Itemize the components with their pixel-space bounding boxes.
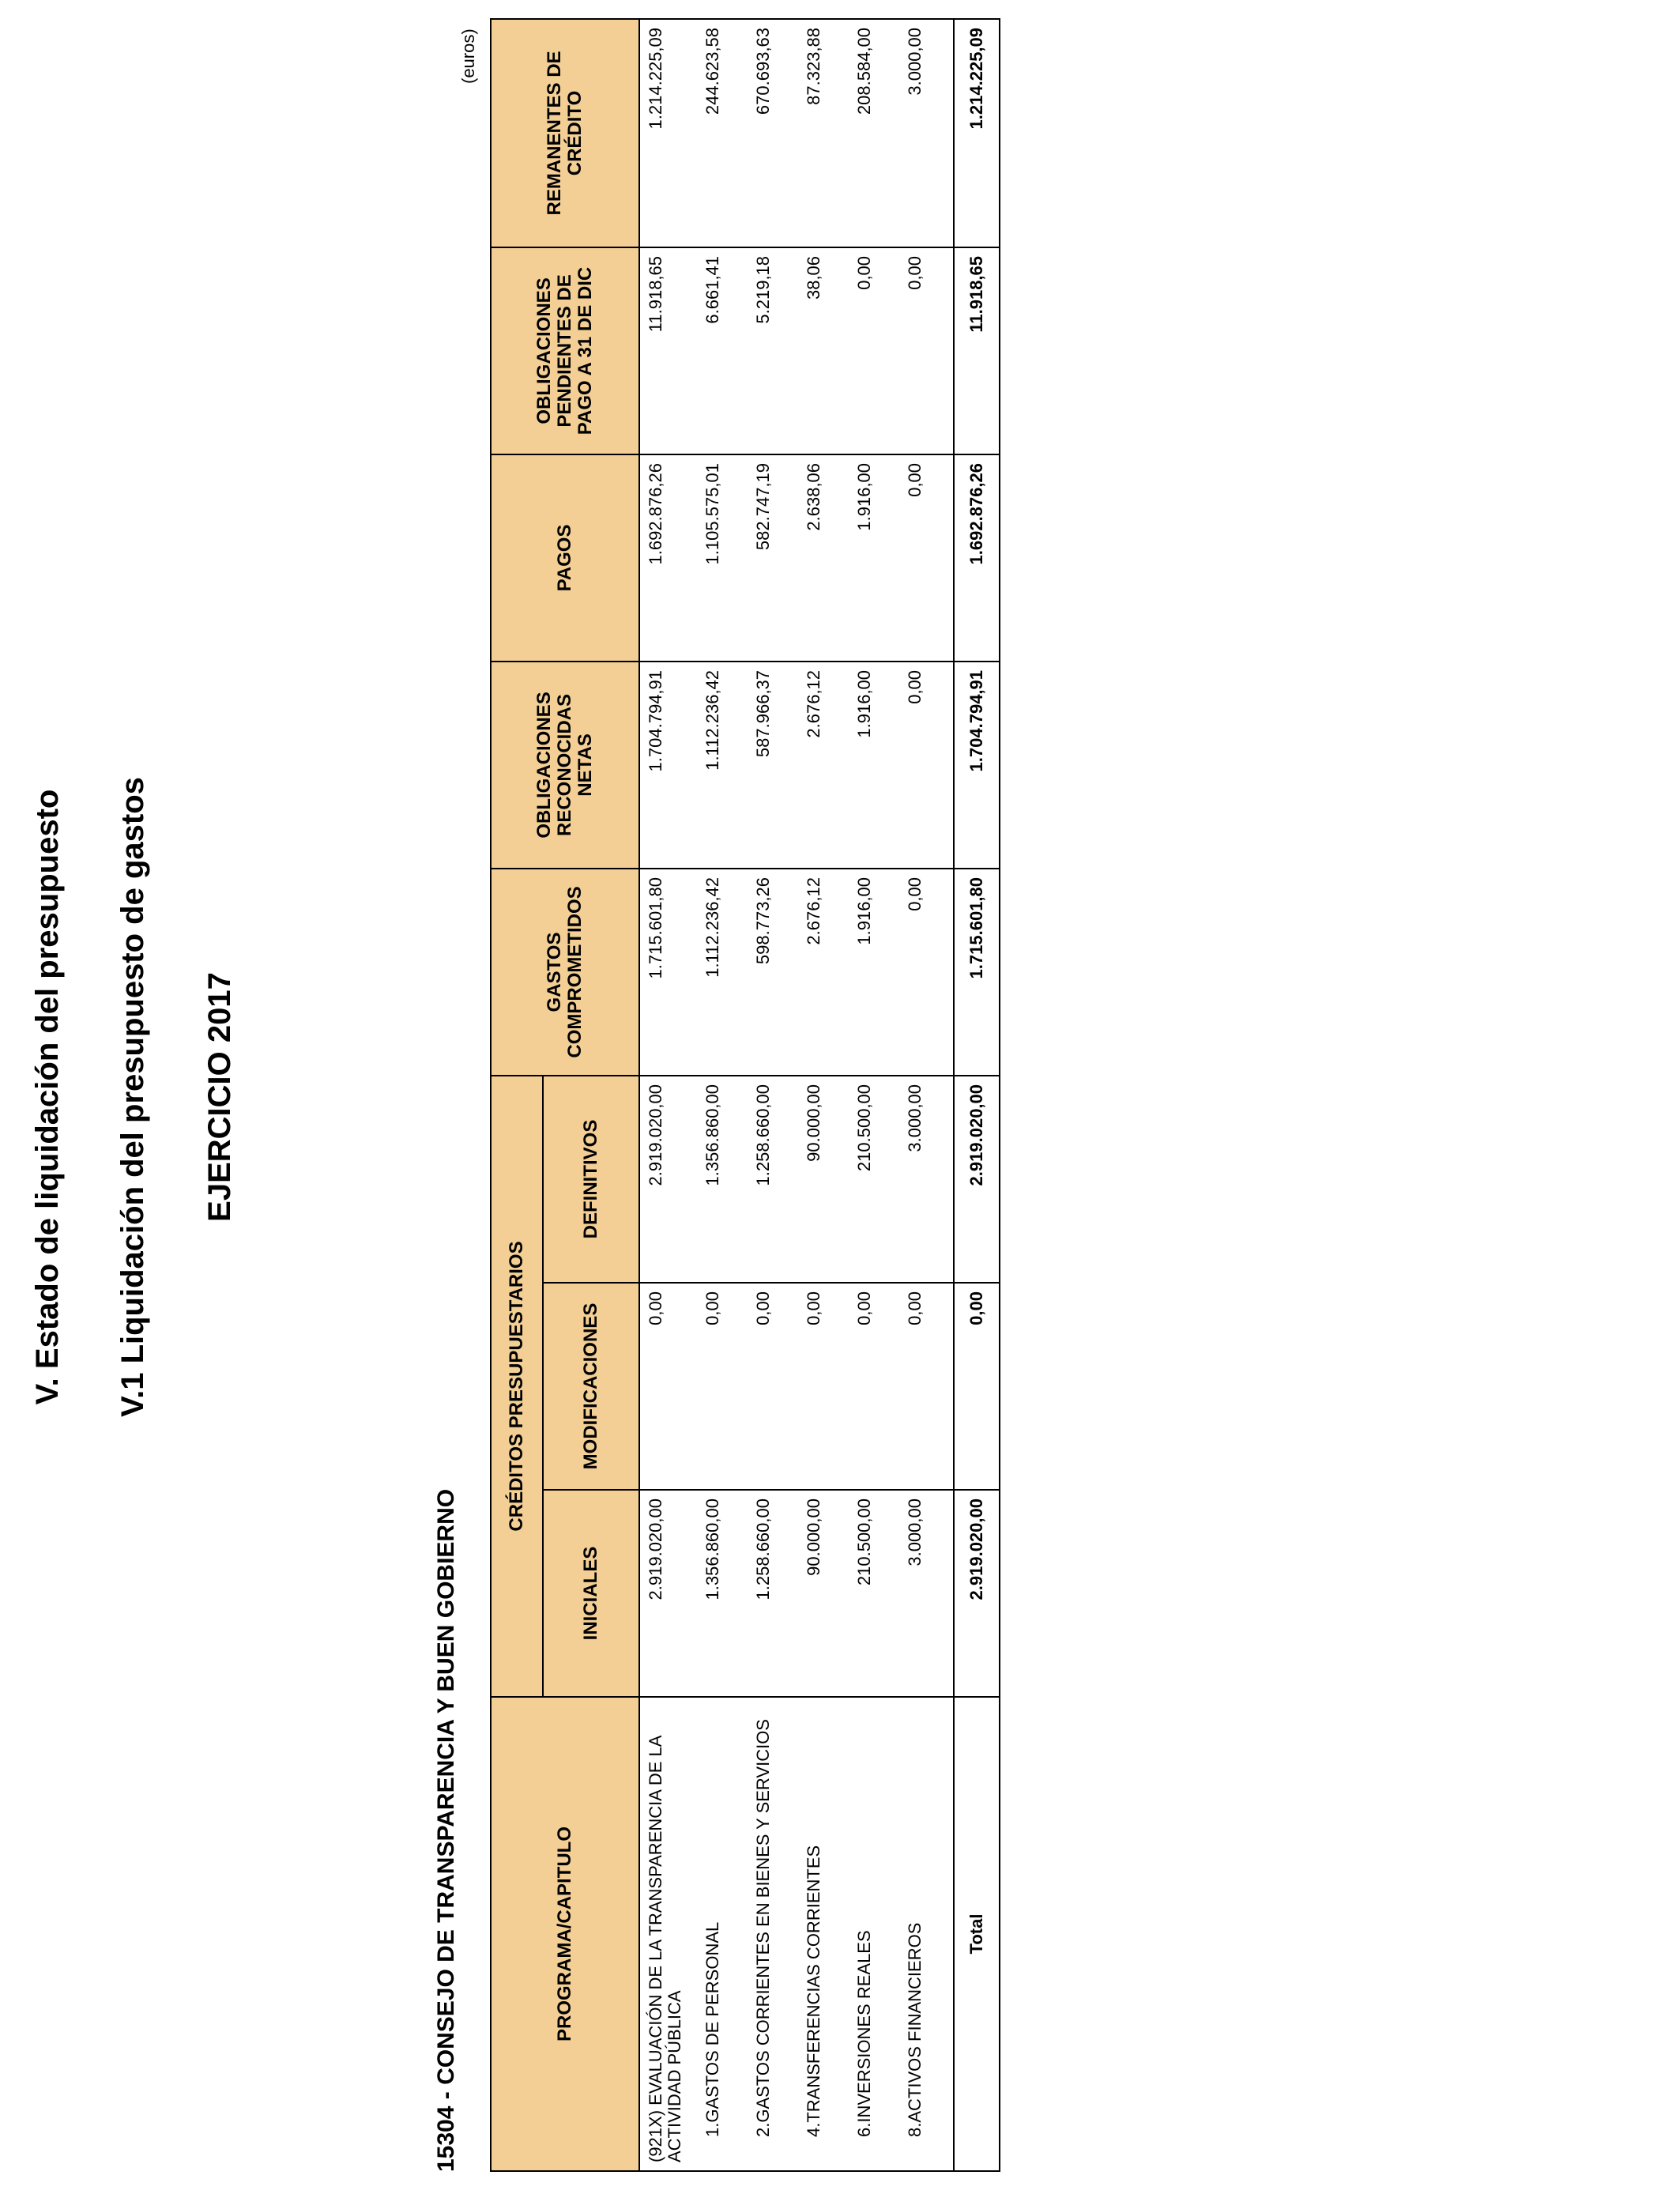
- cell-pendientes: 11.918,65: [639, 247, 697, 454]
- main-title: V. Estado de liquidación del presupuesto: [30, 789, 65, 1405]
- cell-pagos: 0,00: [899, 454, 954, 662]
- table-row: [849, 19, 899, 2171]
- row-label: 1.GASTOS DE PERSONAL: [697, 1697, 748, 2171]
- cell-obligaciones: 587.966,37: [748, 662, 798, 869]
- cell-iniciales: 1.356.860,00: [697, 1490, 748, 1697]
- cell-pendientes: 0,00: [899, 247, 954, 454]
- cell-definitivos: 90.000,00: [798, 1076, 849, 1283]
- entity-heading: 15304 - CONSEJO DE TRANSPARENCIA Y BUEN GOBIERNO: [433, 1488, 459, 2172]
- cell-modificaciones: 0,00: [697, 1283, 748, 1490]
- cell-pendientes: 0,00: [849, 247, 899, 454]
- table-row: [748, 19, 798, 2171]
- cell-modificaciones: 0,00: [899, 1283, 954, 1490]
- cell-remanentes: 1.214.225,09: [639, 19, 697, 247]
- cell-definitivos: 3.000,00: [899, 1076, 954, 1283]
- cell-gastos: 2.676,12: [798, 869, 849, 1076]
- cell-definitivos: 1.258.660,00: [748, 1076, 798, 1283]
- cell-pendientes: 38,06: [798, 247, 849, 454]
- cell-pendientes: 6.661,41: [697, 247, 748, 454]
- cell-obligaciones: 1.112.236,42: [697, 662, 748, 869]
- cell-modificaciones: 0,00: [849, 1283, 899, 1490]
- fiscal-year: EJERCICIO 2017: [202, 972, 237, 1222]
- cell-definitivos: 210.500,00: [849, 1076, 899, 1283]
- cell-definitivos: 2.919.020,00: [639, 1076, 697, 1283]
- row-label: 6.INVERSIONES REALES: [849, 1697, 899, 2171]
- cell-obligaciones: 2.676,12: [798, 662, 849, 869]
- total-iniciales: 2.919.020,00: [954, 1490, 1000, 1697]
- cell-gastos: 598.773,26: [748, 869, 798, 1076]
- total-obligaciones: 1.704.794,91: [954, 662, 1000, 869]
- row-label: 2.GASTOS CORRIENTES EN BIENES Y SERVICIOS: [748, 1697, 798, 2171]
- cell-iniciales: 1.258.660,00: [748, 1490, 798, 1697]
- cell-remanentes: 87.323,88: [798, 19, 849, 247]
- cell-pagos: 1.105.575,01: [697, 454, 748, 662]
- header-modificaciones: MODIFICACIONES: [543, 1283, 639, 1490]
- total-modificaciones: 0,00: [954, 1283, 1000, 1490]
- cell-iniciales: 3.000,00: [899, 1490, 954, 1697]
- cell-obligaciones: 1.704.794,91: [639, 662, 697, 869]
- cell-pendientes: 5.219,18: [748, 247, 798, 454]
- cell-iniciales: 210.500,00: [849, 1490, 899, 1697]
- total-pagos: 1.692.876,26: [954, 454, 1000, 662]
- cell-pagos: 1.692.876,26: [639, 454, 697, 662]
- row-label: (921X) EVALUACIÓN DE LA TRANSPARENCIA DE LA ACTIVIDAD PÚBLICA: [639, 1697, 697, 2171]
- cell-gastos: 0,00: [899, 869, 954, 1076]
- cell-gastos: 1.916,00: [849, 869, 899, 1076]
- table-row: [798, 19, 849, 2171]
- table-row: [899, 19, 954, 2171]
- header-program: PROGRAMA/CAPITULO: [491, 1697, 639, 2171]
- cell-pagos: 582.747,19: [748, 454, 798, 662]
- cell-modificaciones: 0,00: [798, 1283, 849, 1490]
- cell-modificaciones: 0,00: [748, 1283, 798, 1490]
- cell-gastos: 1.715.601,80: [639, 869, 697, 1076]
- cell-iniciales: 2.919.020,00: [639, 1490, 697, 1697]
- cell-obligaciones: 1.916,00: [849, 662, 899, 869]
- header-iniciales: INICIALES: [543, 1490, 639, 1697]
- cell-remanentes: 208.584,00: [849, 19, 899, 247]
- table-row: [639, 19, 697, 2171]
- header-gastos-comprometidos: GASTOS COMPROMETIDOS: [491, 869, 639, 1076]
- header-obligaciones-pendientes: OBLIGACIONES PENDIENTES DE PAGO A 31 DE DIC: [491, 247, 639, 454]
- budget-table: [490, 18, 1000, 2172]
- header-definitivos: DEFINITIVOS: [543, 1076, 639, 1283]
- cell-remanentes: 244.623,58: [697, 19, 748, 247]
- currency-unit: (euros): [458, 28, 478, 84]
- total-label: Total: [954, 1697, 1000, 2171]
- cell-gastos: 1.112.236,42: [697, 869, 748, 1076]
- total-definitivos: 2.919.020,00: [954, 1076, 1000, 1283]
- header-pagos: PAGOS: [491, 454, 639, 662]
- cell-remanentes: 670.693,63: [748, 19, 798, 247]
- cell-pagos: 2.638,06: [798, 454, 849, 662]
- subtitle: V.1 Liquidación del presupuesto de gastos: [115, 777, 150, 1417]
- cell-obligaciones: 0,00: [899, 662, 954, 869]
- header-obligaciones-reconocidas: OBLIGACIONES RECONOCIDAS NETAS: [491, 662, 639, 869]
- header-remanentes: REMANENTES DE CRÉDITO: [491, 19, 639, 247]
- header-creditos-group: CRÉDITOS PRESUPUESTARIOS: [491, 1076, 543, 1697]
- row-label: 4.TRANSFERENCIAS CORRIENTES: [798, 1697, 849, 2171]
- cell-remanentes: 3.000,00: [899, 19, 954, 247]
- total-remanentes: 1.214.225,09: [954, 19, 1000, 247]
- cell-iniciales: 90.000,00: [798, 1490, 849, 1697]
- cell-pagos: 1.916,00: [849, 454, 899, 662]
- cell-modificaciones: 0,00: [639, 1283, 697, 1490]
- row-label: 8.ACTIVOS FINANCIEROS: [899, 1697, 954, 2171]
- total-gastos: 1.715.601,80: [954, 869, 1000, 1076]
- cell-definitivos: 1.356.860,00: [697, 1076, 748, 1283]
- table-row: [697, 19, 748, 2171]
- total-row: [954, 19, 1000, 2171]
- total-pendientes: 11.918,65: [954, 247, 1000, 454]
